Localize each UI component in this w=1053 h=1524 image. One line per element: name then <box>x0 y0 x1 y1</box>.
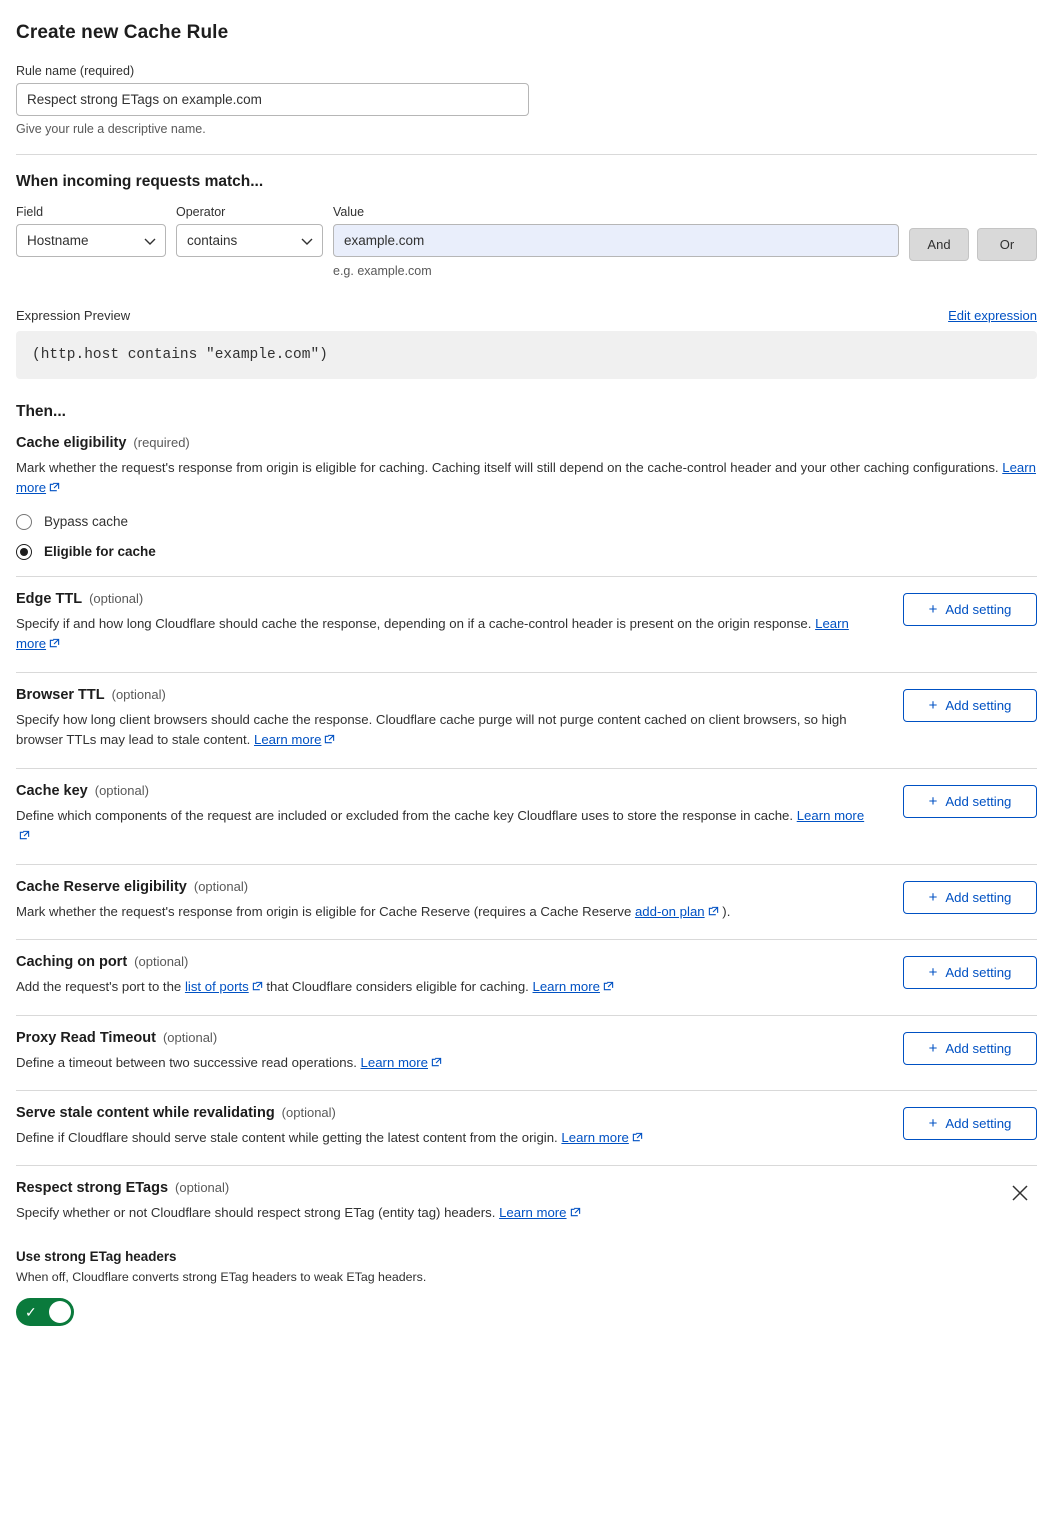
learn-more-link[interactable]: Learn more <box>253 732 322 748</box>
rule-name-input[interactable] <box>16 83 529 116</box>
learn-more-link[interactable]: Learn more <box>360 1054 428 1070</box>
operator-column <box>176 205 323 257</box>
then-heading: Then... <box>16 403 66 420</box>
learn-more-link[interactable]: Learn more <box>16 460 1036 496</box>
setting-title: Proxy Read Timeout <box>16 1029 156 1046</box>
setting-description-text: Specify if and how long Cloudflare should cache the response, depending on if a cache-control header is present on the origin response. <box>16 615 812 631</box>
add-setting-button[interactable] <box>903 593 1037 626</box>
plus-icon: + <box>928 696 938 714</box>
field-label: Field <box>16 205 44 219</box>
setting-description-mid: that Cloudflare considers eligible for caching. <box>266 979 529 995</box>
external-link-icon <box>49 635 60 655</box>
rule-name-help: Give your rule a descriptive name. <box>16 122 206 136</box>
add-on-plan-link[interactable]: add-on plan <box>634 903 705 919</box>
edit-expression-link[interactable]: Edit expression <box>948 308 1037 323</box>
match-row <box>16 205 1037 278</box>
expression-label: Expression Preview <box>16 308 131 323</box>
setting-description <box>16 710 876 752</box>
setting-title: Browser TTL <box>16 686 105 703</box>
setting-title: Edge TTL <box>16 590 83 607</box>
external-link-icon <box>431 1054 442 1074</box>
setting-title: Cache Reserve eligibility <box>16 878 187 895</box>
external-link-icon <box>19 827 30 847</box>
setting-optional-tag: (optional) <box>193 878 249 894</box>
page-title: Create new Cache Rule <box>16 22 229 43</box>
add-setting-label: Add setting <box>945 697 1012 713</box>
value-label: Value <box>333 205 365 219</box>
external-link-icon <box>708 903 719 923</box>
logic-buttons <box>909 228 1037 261</box>
external-link-icon <box>324 731 335 751</box>
expression-header <box>16 308 1037 323</box>
setting-caching-on-port <box>16 939 1037 1014</box>
add-setting-label: Add setting <box>945 889 1012 905</box>
setting-cache-eligibility <box>16 435 1037 576</box>
setting-description-text: Define which components of the request are included or excluded from the cache key Cloudflare uses to store the response in cache. <box>16 807 794 823</box>
setting-description-tail: ). <box>722 903 731 919</box>
external-link-icon <box>252 978 263 998</box>
setting-description <box>16 1053 876 1074</box>
setting-title: Cache key <box>16 782 88 799</box>
list-of-ports-link[interactable]: list of ports <box>184 979 249 995</box>
setting-description <box>16 1203 876 1224</box>
setting-optional-tag: (optional) <box>94 782 149 798</box>
setting-serve-stale-content <box>16 1090 1037 1165</box>
etag-toggle-description: When off, Cloudflare converts strong ETag headers to weak ETag headers. <box>16 1269 427 1284</box>
setting-description <box>16 1128 876 1149</box>
add-setting-button[interactable] <box>903 1107 1037 1140</box>
value-hint: e.g. example.com <box>333 264 432 278</box>
radio-eligible-for-cache-label: Eligible for cache <box>44 544 156 560</box>
setting-description-text: Define a timeout between two successive read operations. <box>16 1054 357 1070</box>
setting-description-text: Define if Cloudflare should serve stale content while getting the latest content from the origin. <box>16 1129 558 1145</box>
learn-more-link[interactable]: Learn more <box>561 1129 629 1145</box>
chevron-down-icon <box>144 233 156 248</box>
setting-description-text: Specify how long client browsers should cache the response. Cloudflare cache purge will not purge content cached on client browsers, so high browser TTLs may lead to stale content. <box>16 711 847 748</box>
add-setting-button[interactable] <box>903 785 1037 818</box>
radio-icon <box>16 514 32 530</box>
operator-label: Operator <box>176 205 226 219</box>
setting-description <box>16 458 1036 500</box>
plus-icon: + <box>928 792 938 810</box>
setting-title: Serve stale content while revalidating <box>16 1104 275 1121</box>
toggle-knob <box>49 1301 71 1323</box>
setting-optional-tag: (optional) <box>175 1180 230 1196</box>
plus-icon: + <box>928 964 938 982</box>
setting-optional-tag: (optional) <box>134 954 189 970</box>
add-setting-button[interactable] <box>903 881 1037 914</box>
external-link-icon <box>49 479 60 499</box>
setting-description <box>16 902 876 923</box>
radio-eligible-for-cache[interactable] <box>16 544 1037 560</box>
setting-proxy-read-timeout <box>16 1015 1037 1090</box>
field-column <box>16 205 166 257</box>
add-setting-label: Add setting <box>945 793 1012 809</box>
or-button[interactable]: Or <box>977 228 1037 261</box>
learn-more-link[interactable]: Learn more <box>796 807 865 823</box>
setting-optional-tag: (optional) <box>89 590 144 606</box>
value-input[interactable] <box>333 224 899 257</box>
expression-preview: (http.host contains "example.com") <box>16 331 1037 379</box>
setting-title: Caching on port <box>16 954 128 971</box>
setting-edge-ttl <box>16 576 1037 672</box>
add-setting-button[interactable] <box>903 1032 1037 1065</box>
add-setting-label: Add setting <box>945 965 1012 981</box>
setting-cache-reserve-eligibility <box>16 864 1037 939</box>
setting-description-text: Add the request's port to the <box>16 979 182 995</box>
setting-description <box>16 614 876 656</box>
setting-description-text: Mark whether the request's response from origin is eligible for caching. Caching itself will still depend on the cache-control header and your other caching configurations. <box>16 460 999 475</box>
learn-more-link[interactable]: Learn more <box>532 979 600 995</box>
operator-select-value: contains <box>187 233 238 248</box>
learn-more-link[interactable]: Learn more <box>499 1205 567 1221</box>
add-setting-label: Add setting <box>945 601 1012 617</box>
setting-description <box>16 806 876 848</box>
learn-more-link[interactable]: Learn more <box>16 615 849 652</box>
setting-optional-tag: (optional) <box>162 1029 218 1045</box>
setting-respect-strong-etags <box>16 1165 1037 1341</box>
setting-description-text: Specify whether or not Cloudflare should respect strong ETag (entity tag) headers. <box>16 1205 496 1221</box>
add-setting-label: Add setting <box>945 1040 1012 1056</box>
external-link-icon <box>570 1204 581 1224</box>
setting-description <box>16 977 876 998</box>
setting-optional-tag: (optional) <box>111 686 166 702</box>
plus-icon: + <box>928 600 938 618</box>
setting-description-text: Mark whether the request's response from origin is eligible for Cache Reserve (requires a Cache Reserve <box>16 903 632 919</box>
setting-cache-key <box>16 768 1037 864</box>
plus-icon: + <box>928 1039 938 1057</box>
external-link-icon <box>603 978 614 998</box>
setting-title: Respect strong ETags <box>16 1180 169 1197</box>
rule-name-label: Rule name (required) <box>16 64 135 78</box>
plus-icon: + <box>928 1114 938 1132</box>
field-select-value: Hostname <box>27 233 89 248</box>
chevron-down-icon <box>301 233 313 248</box>
radio-checked-icon <box>16 544 32 560</box>
divider <box>16 154 1037 155</box>
setting-browser-ttl <box>16 672 1037 768</box>
add-setting-button[interactable] <box>903 689 1037 722</box>
setting-head <box>16 435 1037 451</box>
setting-title: Cache eligibility <box>16 435 127 451</box>
add-setting-button[interactable] <box>903 956 1037 989</box>
operator-select[interactable] <box>176 224 323 257</box>
rule-name-group <box>16 64 1037 136</box>
remove-setting-button[interactable] <box>1009 1182 1031 1204</box>
add-setting-label: Add setting <box>945 1115 1012 1131</box>
etag-toggle-title: Use strong ETag headers <box>16 1248 177 1264</box>
external-link-icon <box>632 1129 643 1149</box>
setting-optional-tag: (optional) <box>281 1104 336 1120</box>
check-icon: ✓ <box>25 1303 37 1320</box>
radio-bypass-cache[interactable] <box>16 514 1037 530</box>
setting-required-tag: (required) <box>133 435 190 450</box>
plus-icon: + <box>928 888 938 906</box>
etag-toggle[interactable] <box>16 1298 74 1326</box>
radio-bypass-cache-label: Bypass cache <box>44 514 129 530</box>
field-select[interactable] <box>16 224 166 257</box>
value-column <box>333 205 899 278</box>
match-heading: When incoming requests match... <box>16 173 264 190</box>
and-button[interactable]: And <box>909 228 969 261</box>
